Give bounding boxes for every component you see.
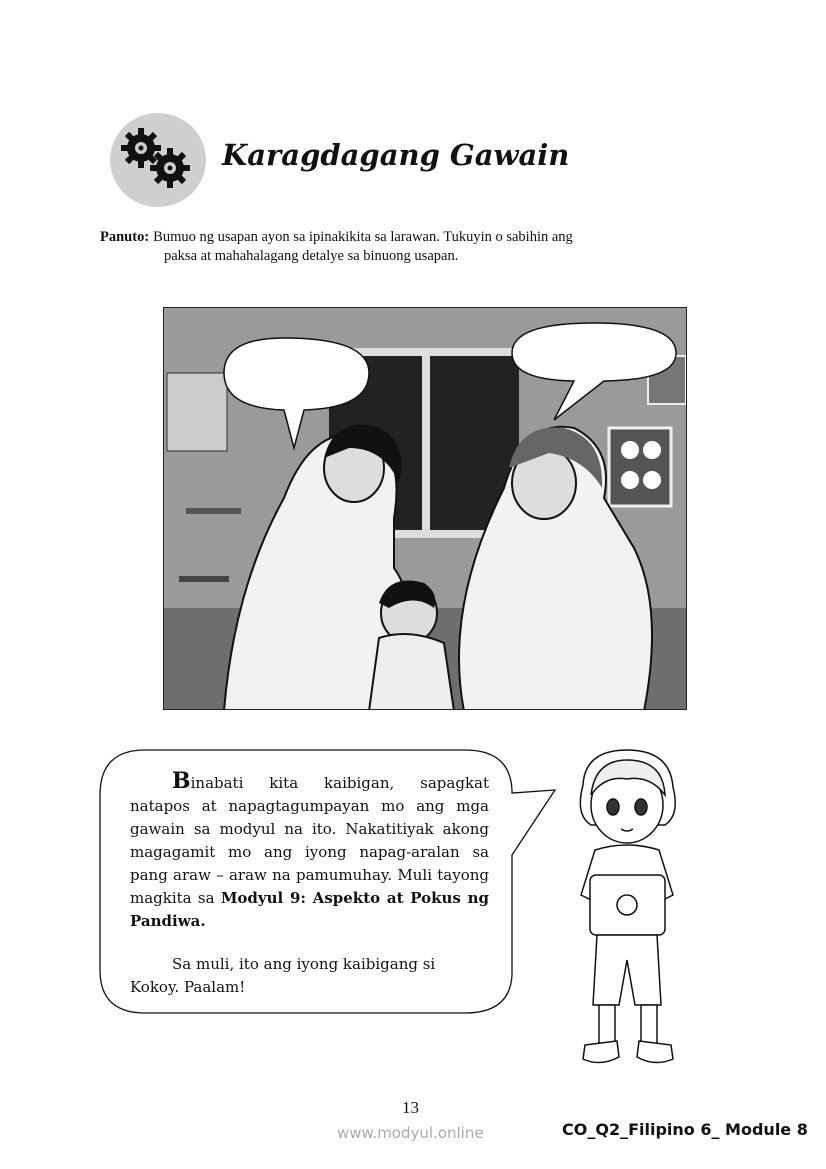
kokoy-character-illustration: [555, 745, 700, 1070]
gears-icon: [108, 110, 208, 210]
instructions-label: Panuto:: [100, 229, 150, 245]
illustration-family-scene: [163, 307, 687, 710]
page-number: 13: [402, 1098, 419, 1117]
closing-paragraph-2: Sa muli, ito ang iyong kaibigang si Kokoy. Paalam!: [130, 955, 436, 996]
instructions: [100, 228, 740, 266]
drop-cap: B: [172, 768, 191, 794]
instructions-line2: paksa at mahahalagang detalye sa binuong usapan.: [164, 248, 459, 264]
page-title: Karagdagang Gawain: [222, 138, 570, 172]
instructions-line1: Bumuo ng usapan ayon sa ipinakikita sa larawan. Tukuyin o sabihin ang: [153, 229, 573, 245]
closing-text: inabati kita kaibigan, sapagkat natapos at napagtagumpayan mo ang mga gawain sa modyul na ito. Nakatitiyak akong magagamit mo ang iyong napag-aralan sa pang araw – araw na pamumuhay. Muli tayong magkita sa: [130, 774, 489, 907]
watermark: www.modyul.online: [337, 1124, 484, 1142]
next-module-title: Modyul 9: Aspekto at Pokus ng Pandiwa.: [130, 889, 489, 930]
closing-paragraph-1: [130, 770, 489, 933]
closing-message: [130, 770, 489, 999]
module-code: CO_Q2_Filipino 6_ Module 8: [562, 1120, 808, 1139]
